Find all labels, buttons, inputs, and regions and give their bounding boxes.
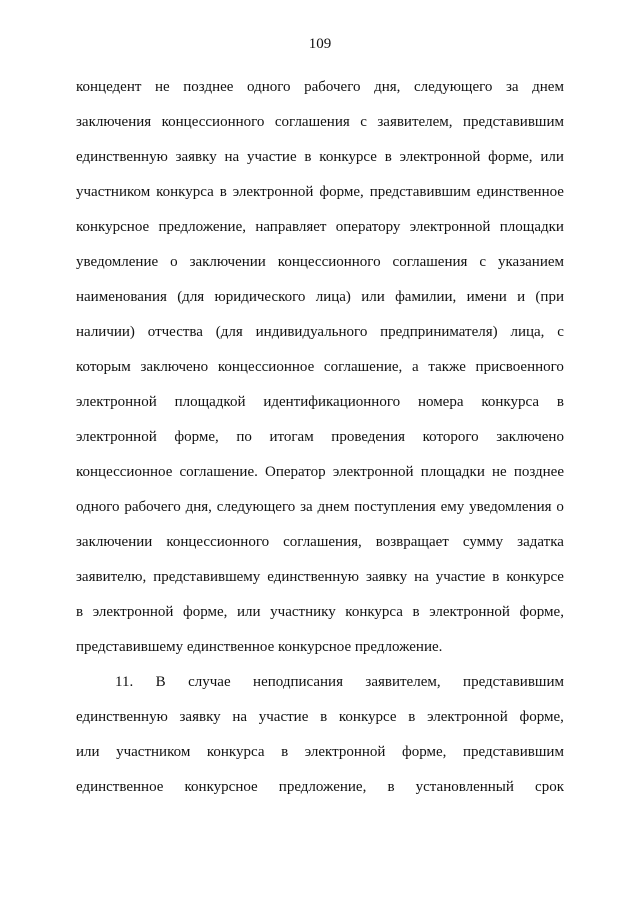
text-line: конкурсное предложение, направляет оператору электронной площадки: [76, 219, 564, 235]
text-line-last: представившему единственное конкурсное предложение.: [76, 639, 443, 655]
text-line: в электронной форме, или участнику конкурса в электронной форме,: [76, 604, 564, 620]
text-line: концедент не позднее одного рабочего дня, следующего за днем: [76, 79, 564, 95]
text-line: заключения концессионного соглашения с заявителем, представившим: [76, 114, 564, 130]
text-line: заключении концессионного соглашения, возвращает сумму задатка: [76, 534, 564, 550]
text-line: участником конкурса в электронной форме, представившим единственное: [76, 184, 564, 200]
text-line: единственную заявку на участие в конкурсе в электронной форме, или: [76, 149, 564, 165]
text-line: или участником конкурса в электронной форме, представившим: [76, 744, 564, 760]
text-line: единственную заявку на участие в конкурсе в электронной форме,: [76, 709, 564, 725]
text-line: электронной площадкой идентификационного номера конкурса в: [76, 394, 564, 410]
text-line: одного рабочего дня, следующего за днем поступления ему уведомления о: [76, 499, 564, 515]
text-line: уведомление о заключении концессионного соглашения с указанием: [76, 254, 564, 270]
text-line: 11. В случае неподписания заявителем, представившим: [115, 674, 564, 690]
page-number: 109: [308, 36, 332, 52]
text-line: наличии) отчества (для индивидуального предпринимателя) лица, с: [76, 324, 564, 340]
text-line: концессионное соглашение. Оператор электронной площадки не позднее: [76, 464, 564, 480]
text-line: заявителю, представившему единственную заявку на участие в конкурсе: [76, 569, 564, 585]
text-line: единственное конкурсное предложение, в установленный срок: [76, 779, 564, 795]
text-line: электронной форме, по итогам проведения которого заключено: [76, 429, 564, 445]
text-line: которым заключено концессионное соглашение, а также присвоенного: [76, 359, 564, 375]
text-line: наименования (для юридического лица) или фамилии, имени и (при: [76, 289, 564, 305]
